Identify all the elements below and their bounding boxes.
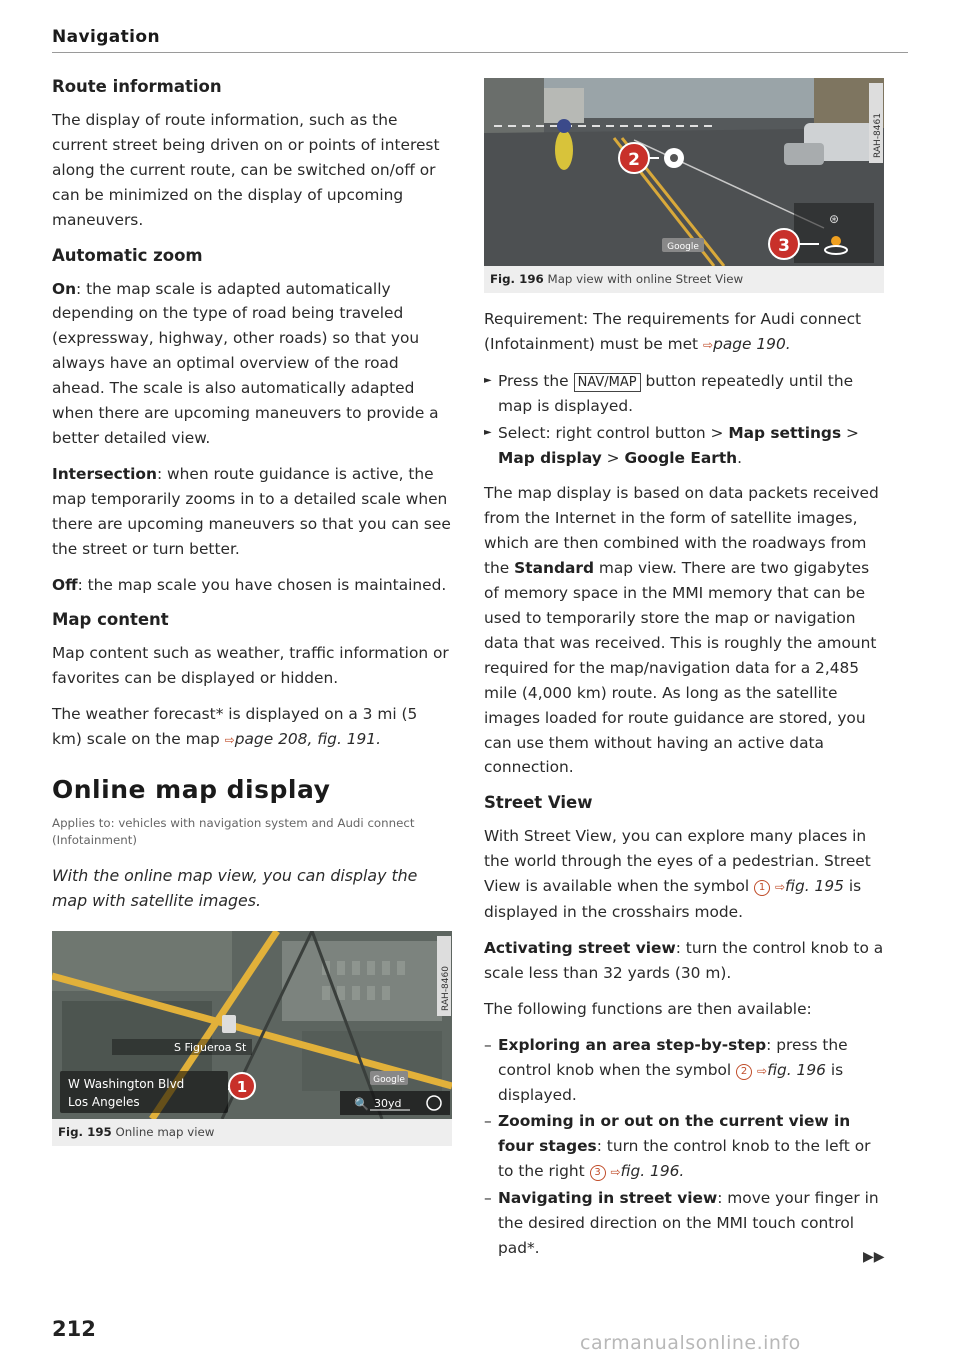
header-rule [52, 52, 908, 53]
figure-195 [52, 931, 452, 1146]
pegman-icon [831, 236, 841, 246]
right-column [484, 78, 884, 1262]
function-item-2: – Zooming in or out on the current view in four stages: turn the control knob to the left or to the right 3 ⇨fig. 196. [484, 1112, 871, 1181]
callout-3-label: 3 [778, 236, 790, 256]
street-view-heading: Street View [484, 793, 593, 813]
scale-label: 30yd [374, 1097, 402, 1111]
ref-arrow-icon: ⇨ [703, 337, 714, 352]
ref-arrow-icon: ⇨ [224, 733, 235, 748]
street-view-para: With Street View, you can explore many places in the world through the eyes of a pedestrian. Street View is available when the symbol 1 ⇨fig. 195 is displayed in the crosshairs mode. [484, 827, 871, 922]
weather-text: The weather forecast* is displayed on a 3 mi (5 km) scale on the map ⇨page 208, fig. 191. [52, 705, 418, 749]
step-2: ► Select: right control button > Map settings > Map display > Google Earth. [484, 421, 884, 471]
ref-arrow-icon: ⇨ [757, 1063, 768, 1078]
map-content-heading: Map content [52, 610, 169, 630]
section-header: Navigation [52, 27, 160, 47]
page-ref-link[interactable]: page 190. [713, 334, 791, 353]
figure-code: RAH-8461 [873, 113, 883, 158]
page-number: 212 [52, 1317, 96, 1341]
continue-arrow-icon: ▶▶ [863, 1249, 885, 1265]
callout-2-label: 2 [628, 150, 640, 170]
location-line2: Los Angeles [68, 1095, 140, 1110]
online-title: Online map display [52, 775, 331, 805]
nav-map-key: NAV/MAP [574, 373, 641, 392]
step-bullet-icon: ► [484, 374, 492, 386]
step-1: ► Press the NAV/MAP button repeatedly until the map is displayed. [484, 369, 884, 419]
watermark: carmanualsonline.info [580, 1332, 801, 1354]
compass-icon: ⊛ [828, 212, 840, 226]
left-column [52, 75, 452, 1160]
ref-arrow-icon: ⇨ [774, 880, 786, 895]
map-display-para: The map display is based on data packets received from the Internet in the form of satellite images, which are then combined with the roadways from the Standard map view. There are two gigabytes of memory space in the MMI memory that can be used to temporarily store the map or navigation data that was received. This is roughly the amount required for the map/navigation data for a 2,485 mile (4,000 km) route. As long as the satellite images loaded for route guidance are stored, you can use them without having an active data connection. [484, 484, 879, 777]
symbol-2-icon: 2 [736, 1064, 752, 1080]
location-line1: W Washington Blvd [68, 1077, 185, 1092]
online-intro: With the online map view, you can display the map with satellite images. [52, 866, 418, 911]
auto-zoom-intersection: Intersection: when route guidance is active, the map temporarily zooms in to a detailed scale when there are upcoming maneuvers so that you can see the street or turn better. [52, 464, 451, 558]
activating-para: Activating street view: turn the control knob to a scale less than 32 yards (30 m). [484, 938, 884, 982]
street-view-image [484, 78, 884, 266]
auto-zoom-on: On: the map scale is adapted automatically depending on the type of road being traveled (expressway, highway, other roads) so that you always have an optimal overview of the road ahead. The scale is also automatically adapted when there are upcoming maneuvers to provide a better detailed view. [52, 279, 439, 447]
zoom-icon: 🔍 [354, 1097, 369, 1112]
auto-zoom-off: Off: the map scale you have chosen is maintained. [52, 575, 447, 594]
function-item-1: – Exploring an area step-by-step: press the control knob when the symbol 2 ⇨fig. 196 is displayed. [484, 1035, 848, 1105]
step-bullet-icon: ► [484, 426, 492, 438]
function-item-3: – Navigating in street view: move your finger in the desired direction on the MMI touch control pad*. [484, 1189, 879, 1257]
map-content-body: Map content such as weather, traffic information or favorites can be displayed or hidden. [52, 644, 449, 688]
auto-zoom-heading: Automatic zoom [52, 245, 203, 265]
following-para: The following functions are then available: [484, 999, 812, 1018]
fig-195-caption: Fig. 195 Online map view [58, 1125, 215, 1140]
fig-ref-link[interactable]: fig. 196 [767, 1060, 826, 1079]
fig-ref-link[interactable]: fig. 195 [785, 877, 844, 896]
symbol-1-icon: 1 [754, 880, 770, 896]
google-logo: Google [667, 242, 699, 252]
street-label: S Figueroa St [174, 1041, 247, 1055]
callout-1-label: 1 [236, 1078, 248, 1097]
symbol-3-icon: 3 [590, 1165, 606, 1181]
figure-code: RAH-8460 [441, 966, 451, 1012]
route-info-body: The display of route information, such as the current street being driven on or points of interest along the current route, can be switched on/off or can be minimized on the display of upcoming maneuvers. [52, 111, 440, 229]
route-info-heading: Route information [52, 77, 222, 96]
fig-ref-link[interactable]: fig. 196. [620, 1162, 685, 1181]
ref-arrow-icon: ⇨ [610, 1165, 621, 1180]
page-ref-link[interactable]: page 208, fig. 191. [234, 730, 381, 749]
applies-to: Applies to: vehicles with navigation system and Audi connect (Infotainment) [52, 816, 415, 848]
google-logo: Google [373, 1075, 405, 1086]
fig-196-caption: Fig. 196 Map view with online Street View [490, 272, 744, 286]
requirement: Requirement: The requirements for Audi connect (Infotainment) must be met ⇨page 190. [484, 310, 862, 353]
figure-196 [484, 78, 884, 293]
satellite-map-image [52, 931, 452, 1119]
